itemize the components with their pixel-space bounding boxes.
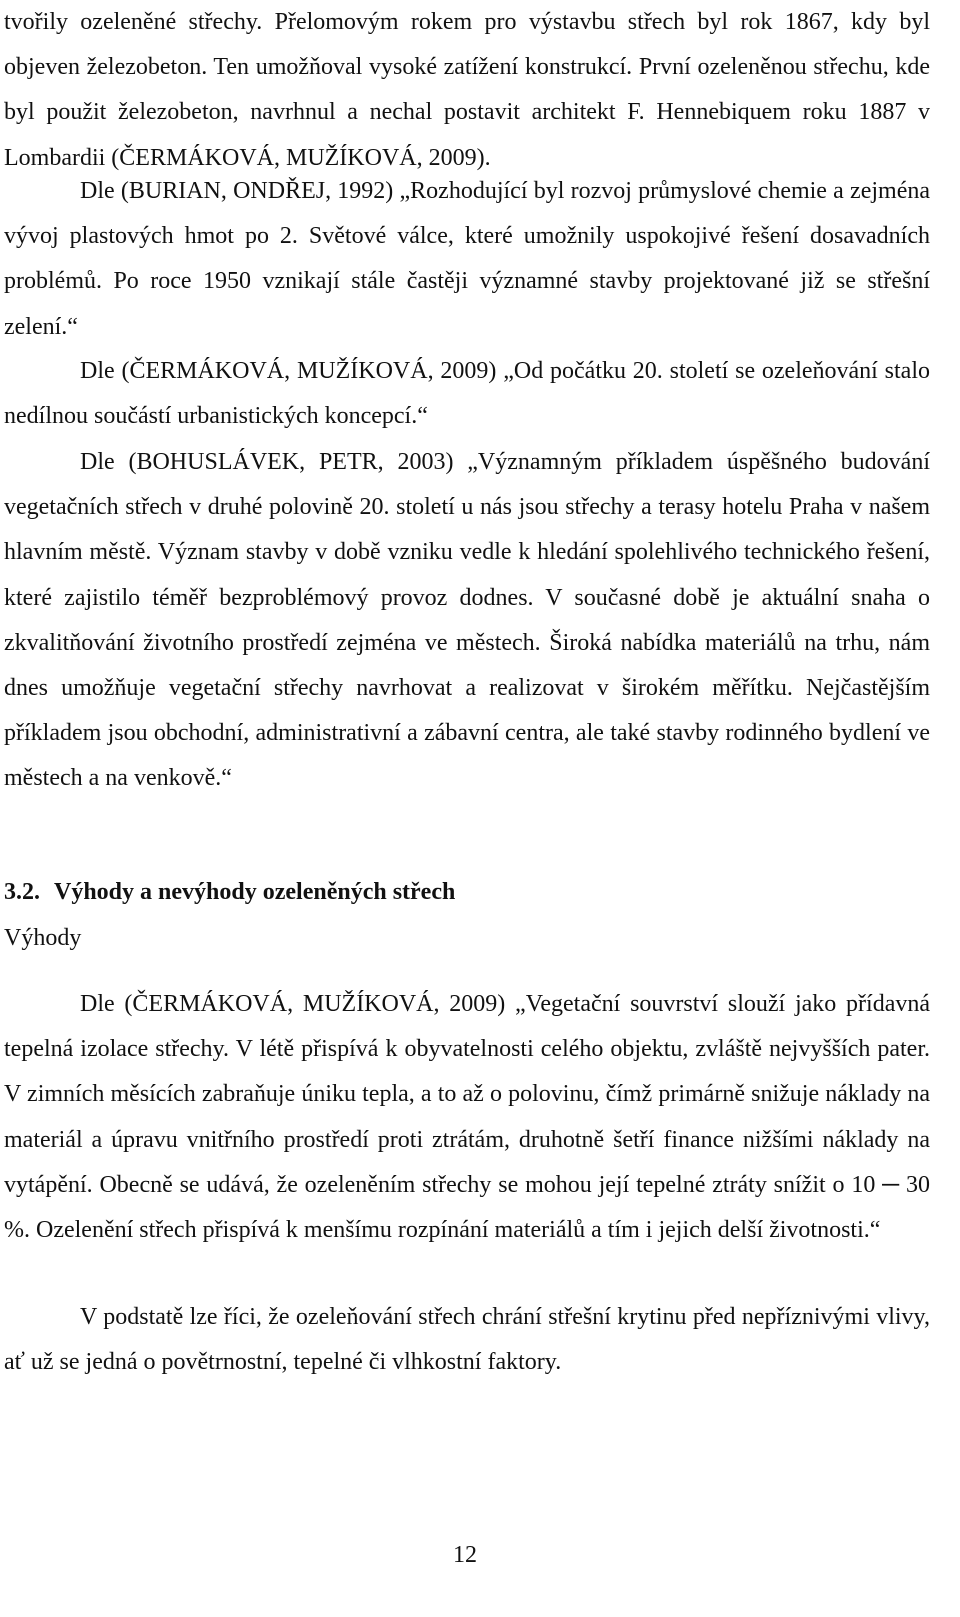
paragraph-quote-bohuslavek: Dle (BOHUSLÁVEK, PETR, 2003) „Významným příkladem úspěšného budování vegetačních střech v druhé polovině 20. století u nás jsou střechy a terasy hotelu Praha v našem hlavním městě. Význam stavby v době vzniku vedle k hledání spolehlivého technického řešení, které zajistilo téměř bezproblémový provoz dodnes. V současné době je aktuální snaha o zkvalitňování životního prostředí zejména ve městech. Široká nabídka materiálů na trhu, nám dnes umožňuje vegetační střechy navrhovat a realizovat v širokém měřítku. Nejčastějším příkladem jsou obchodní, administrativní a zábavní centra, ale také stavby rodinného bydlení ve městech a na venkově.“ <box>4 449 930 792</box>
section-number: 3.2. <box>4 879 40 905</box>
paragraph-quote-thermal-insulation: Dle (ČERMÁKOVÁ, MUŽÍKOVÁ, 2009) „Vegetační souvrství slouží jako přídavná tepelná izolace střechy. V létě přispívá k obyvatelnosti celého objektu, zvláště nejvyšších pater. V zimních měsících zabraňuje úniku tepla, a to až o polovinu, čímž primárně snižuje náklady na materiál a úpravu vnitřního prostředí proti ztrátám, druhotně šetří finance nižšími náklady na vytápění. Obecně se udává, že ozeleněním střechy se mohou její tepelné ztráty snížit o 10 ─ 30 %. Ozelenění střech přispívá k menšímu rozpínání materiálů a tím i jejich delší životnosti.“ <box>4 991 930 1244</box>
paragraph-roof-protection: V podstatě lze říci, že ozeleňování střech chrání střešní krytinu před nepříznivými vlivy, ať už se jedná o povětrnostní, tepelné či vlhkostní faktory. <box>4 1304 930 1376</box>
subheading-advantages: Výhody <box>4 925 82 951</box>
section-title: Výhody a nevýhody ozeleněných střech <box>54 879 456 905</box>
paragraph-quote-cermakova-urbanism: Dle (ČERMÁKOVÁ, MUŽÍKOVÁ, 2009) „Od počátku 20. století se ozeleňování stalo nedílnou součástí urbanistických koncepcí.“ <box>4 358 930 430</box>
page-number: 12 <box>453 1542 477 1568</box>
paragraph-quote-burian: Dle (BURIAN, ONDŘEJ, 1992) „Rozhodující byl rozvoj průmyslové chemie a zejména vývoj plastových hmot po 2. Světové válce, které umožnily uspokojivé řešení dosavadních problémů. Po roce 1950 vznikají stále častěji významné stavby projektované již se střešní zelení.“ <box>4 178 930 340</box>
paragraph-history-reinforced-concrete: tvořily ozeleněné střechy. Přelomovým rokem pro výstavbu střech byl rok 1867, kdy byl objeven železobeton. Ten umožňoval vysoké zatížení konstrukcí. První ozeleněnou střechu, kde byl použit železobeton, navrhnul a nechal postavit architekt F. Hennebiquem roku 1887 v Lombardii (ČERMÁKOVÁ, MUŽÍKOVÁ, 2009). <box>4 9 930 171</box>
section-heading <box>4 872 455 912</box>
